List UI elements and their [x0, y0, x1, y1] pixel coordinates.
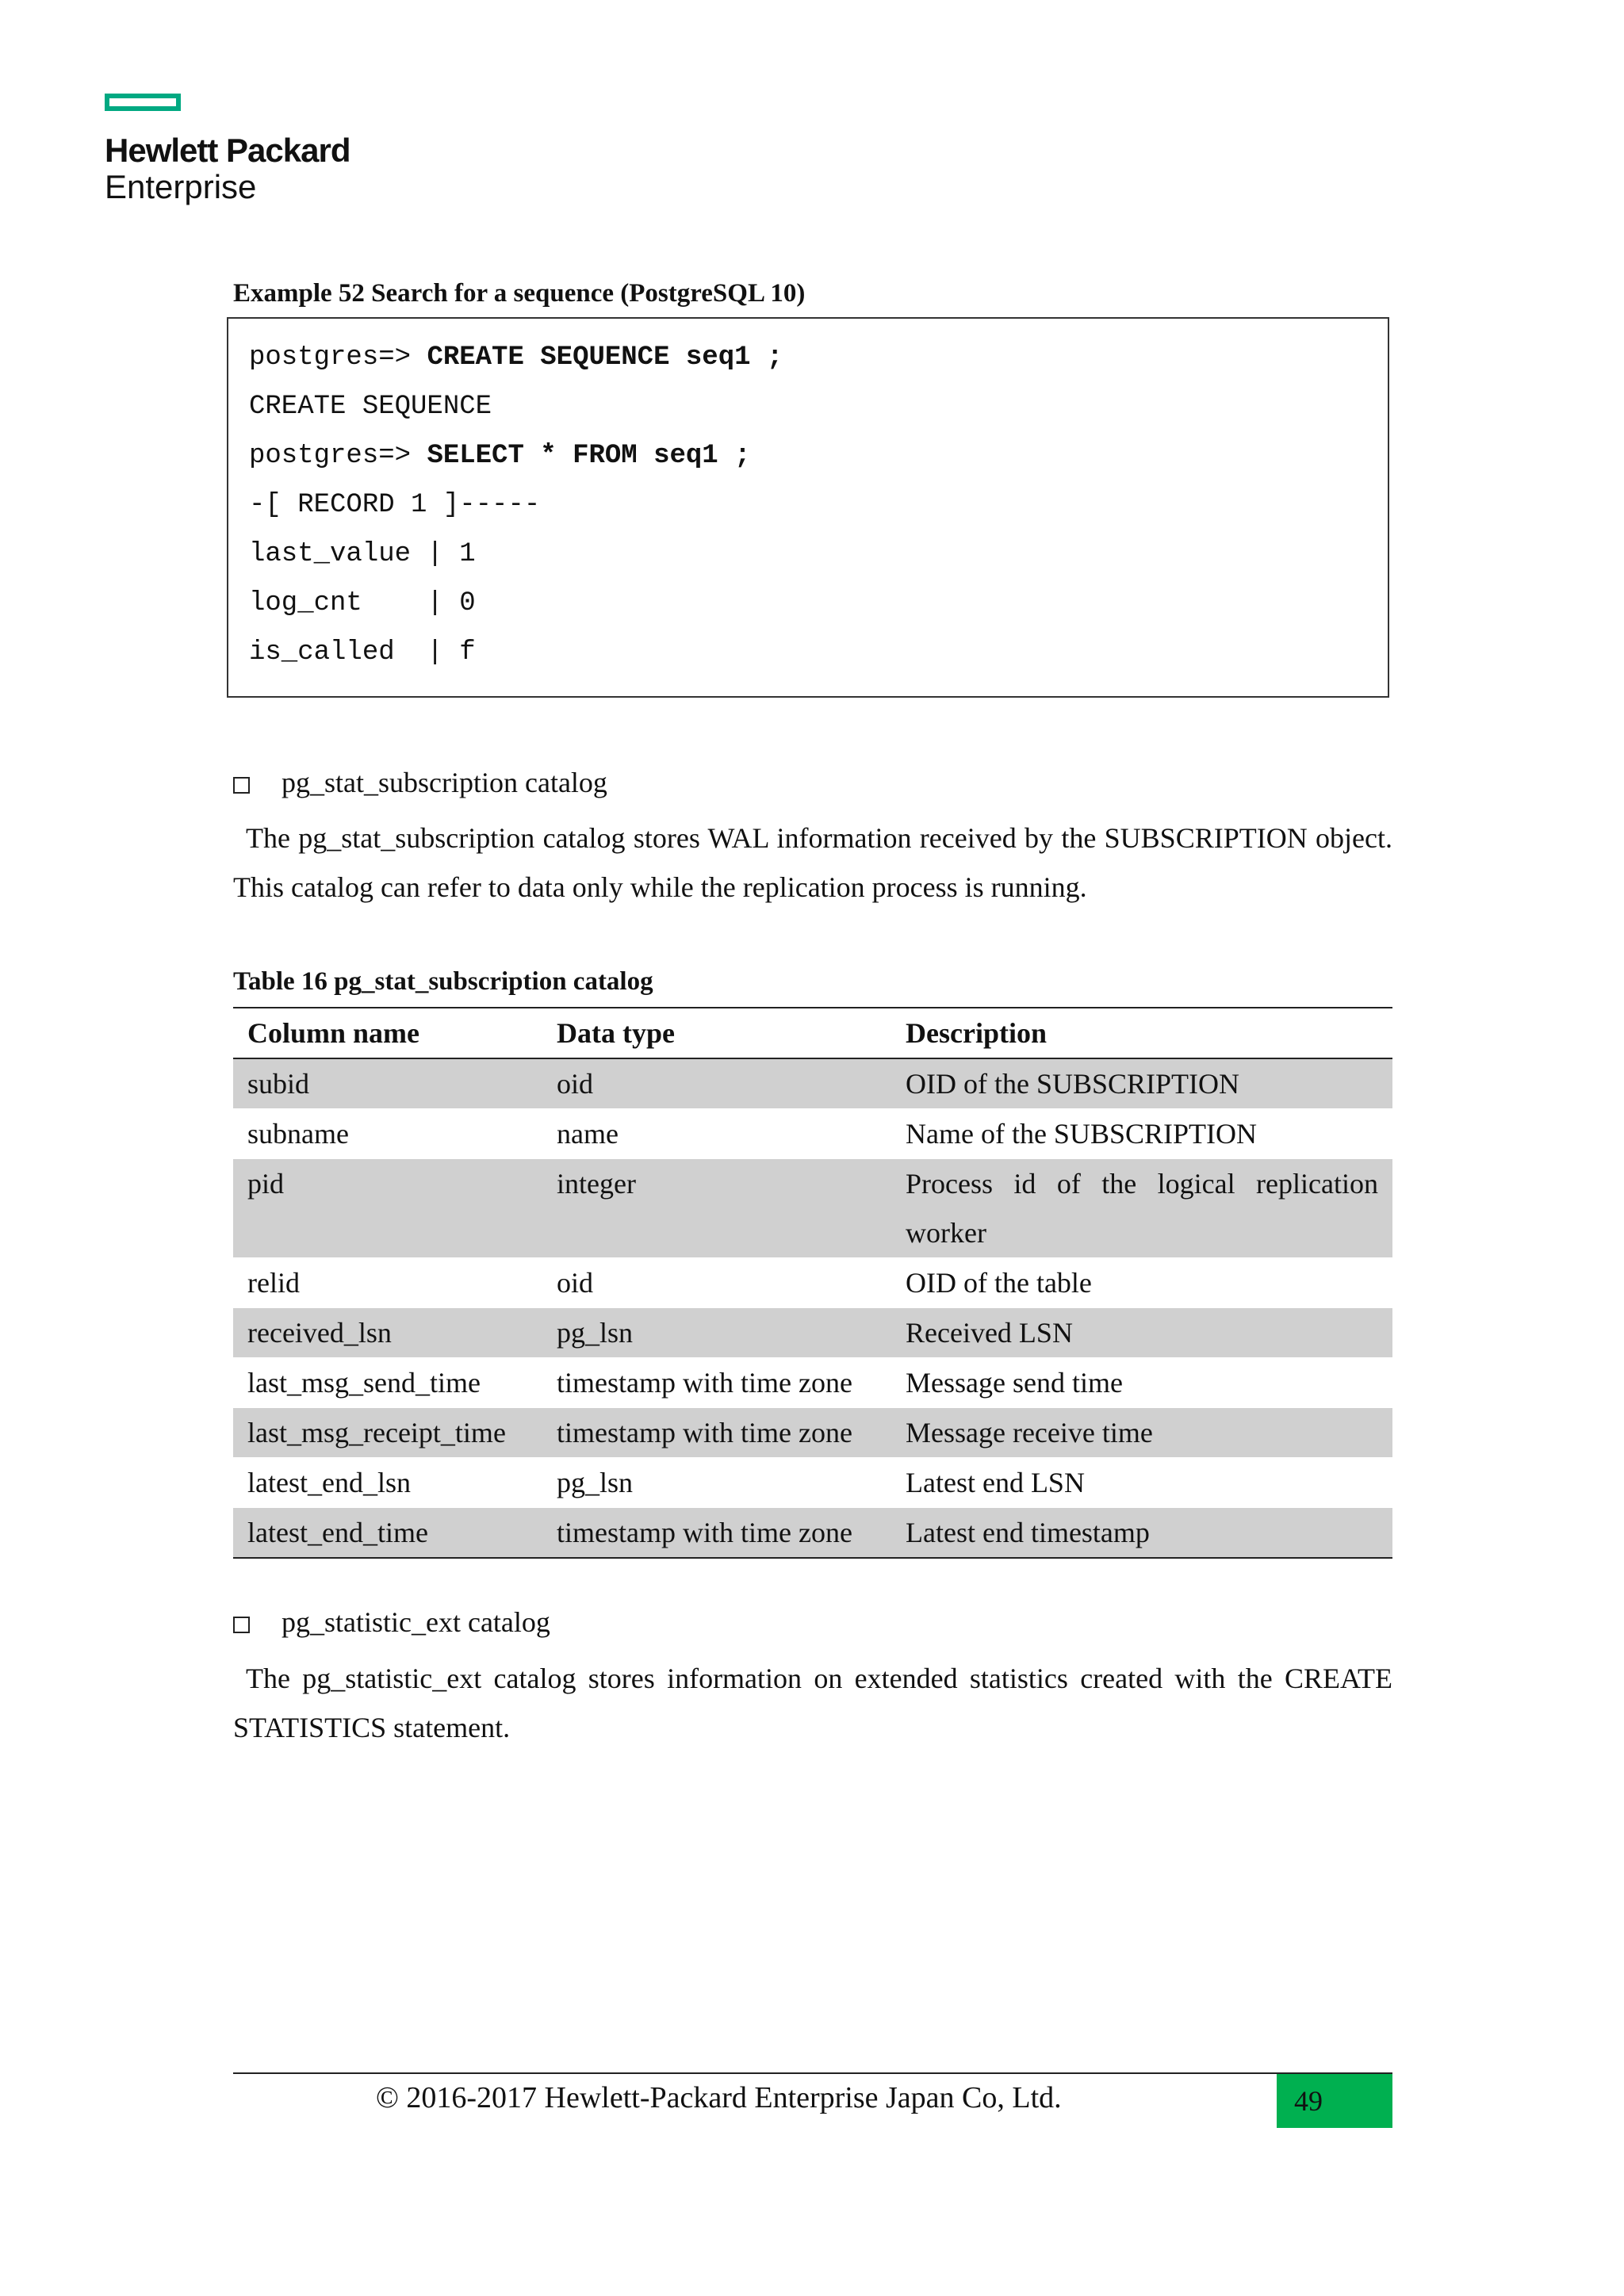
- cell-column-name: subid: [247, 1068, 310, 1100]
- table-row: [233, 1108, 1392, 1158]
- footer-divider: [233, 2072, 1392, 2074]
- table-row: [233, 1257, 1392, 1307]
- table-row: [233, 1357, 1392, 1407]
- cell-description-text: OID of the SUBSCRIPTION: [906, 1068, 1240, 1100]
- code-command: CREATE SEQUENCE seq1 ;: [427, 342, 783, 373]
- code-prefix: postgres=>: [249, 441, 427, 471]
- header-data-type: Data type: [557, 1017, 675, 1049]
- code-line: [249, 628, 1388, 677]
- cell-description: [891, 1258, 1392, 1307]
- table-header-row: [233, 1008, 1392, 1059]
- code-prefix: postgres=>: [249, 342, 427, 373]
- section-bullet-pg-stat-subscription: [233, 766, 607, 799]
- cell-description: [891, 1408, 1392, 1457]
- cell-data-type: timestamp with time zone: [557, 1417, 852, 1448]
- cell-description: [891, 1059, 1392, 1108]
- header-column-name: Column name: [247, 1017, 420, 1049]
- logo-text-line1: Hewlett Packard: [105, 132, 350, 169]
- cell-column-name: last_msg_receipt_time: [247, 1417, 506, 1448]
- table-row: [233, 1307, 1392, 1357]
- cell-column-name: latest_end_time: [247, 1517, 428, 1548]
- cell-data-type: oid: [557, 1068, 594, 1100]
- cell-data-type: timestamp with time zone: [557, 1517, 852, 1548]
- code-prefix: CREATE SEQUENCE: [249, 392, 492, 422]
- cell-description: [891, 1458, 1392, 1507]
- code-line: [249, 333, 1388, 382]
- hpe-logo-mark-icon: [105, 94, 181, 111]
- header-description: Description: [906, 1017, 1047, 1049]
- cell-description-text: Latest end timestamp: [906, 1517, 1150, 1548]
- code-line: [249, 530, 1388, 579]
- cell-data-type: timestamp with time zone: [557, 1367, 852, 1399]
- bullet-label: pg_statistic_ext catalog: [282, 1606, 550, 1638]
- page-number: 49: [1277, 2074, 1392, 2128]
- cell-description-text: OID of the table: [906, 1267, 1092, 1299]
- cell-description: [891, 1308, 1392, 1357]
- code-prefix: log_cnt | 0: [249, 588, 476, 618]
- catalog-table: [233, 1007, 1392, 1559]
- code-line: [249, 431, 1388, 480]
- code-line: [249, 382, 1388, 431]
- cell-data-type: pg_lsn: [557, 1317, 634, 1349]
- checkbox-square-icon: [233, 1617, 250, 1633]
- code-command: SELECT * FROM seq1 ;: [427, 441, 751, 471]
- table-row: [233, 1407, 1392, 1457]
- cell-description-text: Received LSN: [906, 1317, 1073, 1349]
- table-row: [233, 1507, 1392, 1557]
- table-row: [233, 1457, 1392, 1507]
- bullet-label: pg_stat_subscription catalog: [282, 767, 607, 798]
- code-line: [249, 480, 1388, 530]
- cell-column-name: pid: [247, 1168, 285, 1200]
- logo-text-line2: Enterprise: [105, 168, 257, 205]
- table-row: [233, 1059, 1392, 1108]
- cell-description-text: Name of the SUBSCRIPTION: [906, 1118, 1257, 1150]
- cell-column-name: relid: [247, 1267, 300, 1299]
- cell-column-name: received_lsn: [247, 1317, 392, 1349]
- cell-description: [891, 1358, 1392, 1407]
- section-bullet-pg-statistic-ext: [233, 1605, 550, 1639]
- hpe-logo: [105, 94, 350, 205]
- code-prefix: last_value | 1: [249, 539, 476, 569]
- cell-description: [891, 1159, 1392, 1257]
- checkbox-square-icon: [233, 777, 250, 794]
- example-caption: Example 52 Search for a sequence (PostgreSQL 10): [233, 279, 806, 308]
- cell-column-name: latest_end_lsn: [247, 1467, 411, 1498]
- cell-description-text: Latest end LSN: [906, 1467, 1085, 1498]
- cell-data-type: pg_lsn: [557, 1467, 634, 1498]
- cell-description-text: Message send time: [906, 1367, 1123, 1399]
- table-caption: Table 16 pg_stat_subscription catalog: [233, 967, 653, 996]
- code-prefix: -[ RECORD 1 ]-----: [249, 490, 541, 520]
- cell-description: [891, 1109, 1392, 1158]
- paragraph-pg-statistic-ext: The pg_statistic_ext catalog stores information on extended statistics created with the CREATE STATISTICS statement.: [233, 1663, 1392, 1743]
- code-block: [227, 317, 1389, 698]
- code-line: [249, 579, 1388, 628]
- cell-description: [891, 1508, 1392, 1557]
- paragraph-pg-stat-subscription: The pg_stat_subscription catalog stores WAL information received by the SUBSCRIPTION object. This catalog can refer to data only while the replication process is running.: [233, 822, 1392, 903]
- cell-data-type: name: [557, 1118, 619, 1150]
- cell-data-type: oid: [557, 1267, 594, 1299]
- cell-column-name: last_msg_send_time: [247, 1367, 481, 1399]
- cell-column-name: subname: [247, 1118, 349, 1150]
- footer-copyright: © 2016-2017 Hewlett-Packard Enterprise Japan Co, Ltd.: [376, 2081, 1062, 2114]
- cell-description-text: Message receive time: [906, 1417, 1153, 1448]
- code-prefix: is_called | f: [249, 637, 476, 668]
- table-row: [233, 1158, 1392, 1257]
- cell-description-text: Process id of the logical replication worker: [906, 1168, 1378, 1249]
- cell-data-type: integer: [557, 1168, 636, 1200]
